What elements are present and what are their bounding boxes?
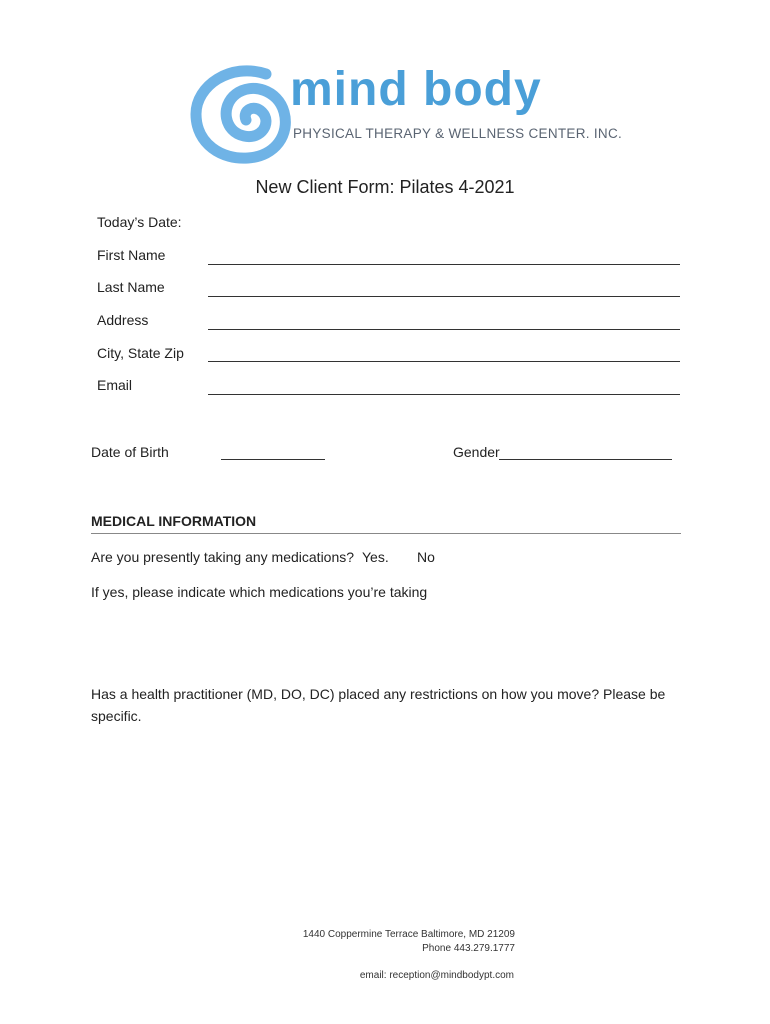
first-name-label: First Name: [97, 247, 166, 263]
city-state-zip-field[interactable]: [208, 361, 680, 362]
last-name-label: Last Name: [97, 279, 165, 295]
gender-field[interactable]: [499, 459, 672, 460]
restrictions-question: Has a health practitioner (MD, DO, DC) placed any restrictions on how you move? Please be specific.: [91, 686, 666, 724]
address-label: Address: [97, 312, 149, 328]
medical-section-heading: MEDICAL INFORMATION: [91, 513, 257, 529]
city-state-zip-label: City, State Zip: [97, 345, 184, 361]
medications-followup-prompt: If yes, please indicate which medications you’re taking: [91, 584, 428, 600]
dob-label: Date of Birth: [91, 444, 169, 460]
logo-tagline: PHYSICAL THERAPY & WELLNESS CENTER. INC.: [293, 126, 623, 141]
email-field[interactable]: [208, 394, 680, 395]
footer-email: email: reception@mindbodypt.com: [359, 970, 514, 981]
footer-phone: Phone 443.279.1777: [422, 943, 515, 954]
gender-label: Gender: [453, 444, 500, 460]
todays-date-label: Today’s Date:: [97, 214, 182, 230]
section-divider: [91, 533, 681, 534]
last-name-field[interactable]: [208, 296, 680, 297]
medications-question: Are you presently taking any medications?: [91, 549, 355, 565]
medications-yes-option[interactable]: Yes.: [362, 549, 389, 565]
logo-wordmark: mind body: [290, 63, 542, 116]
first-name-field[interactable]: [208, 264, 680, 265]
address-field[interactable]: [208, 329, 680, 330]
form-title: New Client Form: Pilates 4-2021: [255, 177, 515, 197]
footer-address: 1440 Coppermine Terrace Baltimore, MD 21209: [302, 929, 515, 940]
dob-field[interactable]: [221, 459, 325, 460]
medications-no-option[interactable]: No: [417, 549, 435, 565]
email-label: Email: [97, 377, 133, 393]
